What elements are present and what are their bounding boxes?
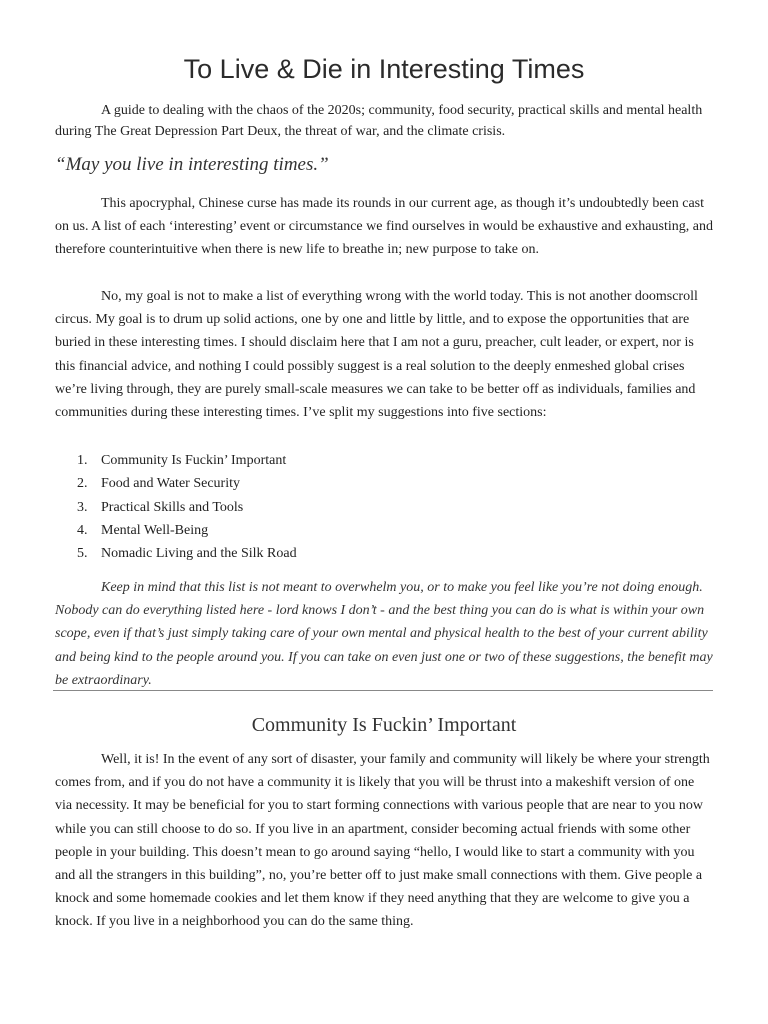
list-item-label: Mental Well-Being	[101, 522, 209, 538]
list-item	[55, 519, 713, 542]
list-item-number: 5.	[77, 546, 88, 562]
body-paragraph: This apocryphal, Chinese curse has made its rounds in our current age, as though it’s undoubtedly been cast on us. A list of each ‘interesting’ event or circumstance we find ourselves in would be exhaustive and exhausting, and therefore counterintuitive when there is new life to breathe in; new purpose to take on.	[55, 196, 713, 258]
body-paragraph: No, my goal is not to make a list of everything wrong with the world today. This is not another doomscroll circus. My goal is to drum up solid actions, one by one and little by little, and to expose the opportunities that are buried in these interesting times. I should disclaim here that I am not a guru, preacher, cult leader, or expert, nor is this financial advice, and nothing I could possibly suggest is a real solution to the deeply enmeshed global crises we’re living through, they are purely small-scale measures we can take to be better off as individuals, families and communities during these interesting times. I’ve split my suggestions into five sections:	[55, 289, 698, 421]
list-item-number: 4.	[77, 522, 88, 538]
section-divider	[53, 690, 713, 691]
list-item	[55, 472, 713, 495]
intro-paragraph: A guide to dealing with the chaos of the 2020s; community, food security, practical skills and mental health during The Great Depression Part Deux, the threat of war, and the climate crisis.	[55, 103, 703, 139]
list-item	[55, 449, 713, 472]
list-item-number: 1.	[77, 453, 88, 468]
sections-list	[55, 449, 713, 565]
list-item	[55, 542, 713, 565]
list-item	[55, 496, 713, 519]
italic-note-paragraph: Keep in mind that this list is not meant to overwhelm you, or to make you feel like you’re not doing enough. Nobody can do everything listed here - lord knows I don’t - and the best thing you can do is what is within your own scope, even if that’s just simply taking care of your own mental and physical health to the best of your current ability and being kind to the people around you. If you can take on even just one or two of these suggestions, the benefit may be extraordinary.	[55, 580, 713, 688]
document-title: To Live & Die in Interesting Times	[183, 54, 585, 84]
list-item-number: 3.	[77, 499, 88, 515]
section-heading: Community Is Fuckin’ Important	[251, 714, 517, 736]
list-item-label: Nomadic Living and the Silk Road	[101, 546, 297, 562]
epigraph-quote: “May you live in interesting times.”	[55, 154, 329, 175]
community-paragraph: Well, it is! In the event of any sort of disaster, your family and community will likely be where your strength comes from, and if you do not have a community it is likely that you will be thrust into a makeshift version of one via necessity. It may be beneficial for you to start forming connections with various people that are near to you now while you can still choose to do so. If you live in an apartment, consider becoming actual friends with some other people in your building. This doesn’t mean to go around saying “hello, I would like to start a community with you and all the strangers in this building”, no, you’re better off to just make small connections with them. Give people a knock and some homemade cookies and let them know if they need anything that they are welcome to give you a knock. If you live in a neighborhood you can do the same thing.	[55, 752, 710, 930]
list-item-label: Community Is Fuckin’ Important	[101, 453, 287, 468]
list-item-number: 2.	[77, 476, 88, 492]
list-item-label: Food and Water Security	[101, 476, 240, 492]
list-item-label: Practical Skills and Tools	[101, 499, 244, 515]
